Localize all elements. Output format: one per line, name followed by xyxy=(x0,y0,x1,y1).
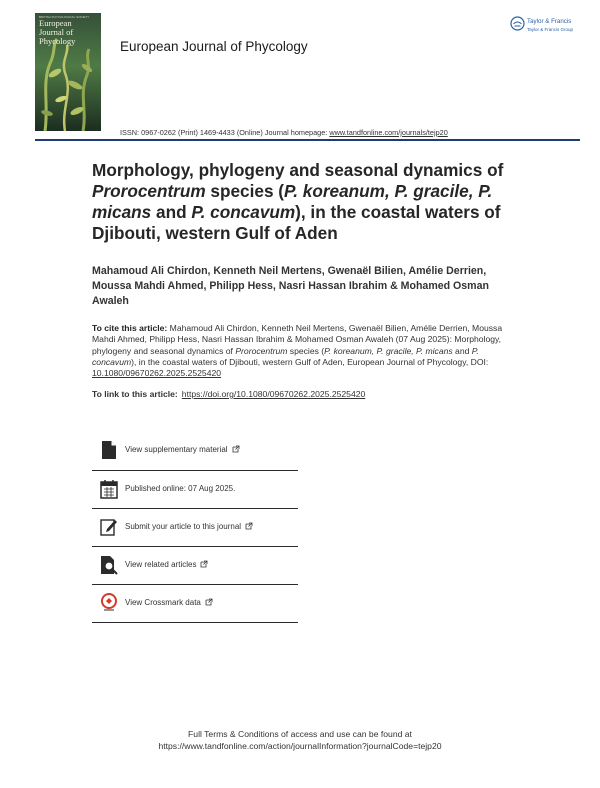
issn-text: ISSN: 0967-0262 (Print) 1469-4433 (Online) Journal homepage: xyxy=(120,128,330,137)
edit-icon xyxy=(100,517,118,537)
link-label: To link to this article: xyxy=(92,389,178,399)
external-link-icon xyxy=(232,445,240,453)
journal-cover-image xyxy=(35,13,101,131)
taylor-francis-logo-icon xyxy=(510,16,525,31)
citation-block: To cite this article: Mahamoud Ali Chirdon, Kenneth Neil Mertens, Gwenaël Bilien, Amélie Derrien, Moussa Mahdi Ahmed, Philipp Hess, Nasri Hassan Ibrahim & Mohamed Osman Awaleh (07 Aug 2025): Morphology, phylogeny and seasonal dynamics of Prorocentrum species (P. koreanum, P. gracile, P. micans and P. concavum), in the coastal waters of Djibouti, western Gulf of Aden, European Journal of Phycology, DOI: 10.1080/09670262.2025.2525420 xyxy=(92,323,503,379)
publisher-logo[interactable] xyxy=(510,16,584,40)
crossmark-icon xyxy=(100,593,118,613)
published-online-date xyxy=(92,471,298,509)
publisher-logo-text: Taylor & Francis xyxy=(527,18,572,25)
view-supplementary-material[interactable] xyxy=(92,432,298,471)
external-link-icon xyxy=(245,522,253,530)
action-label: View Crossmark data xyxy=(125,598,201,607)
publisher-logo-subtext: Taylor & Francis Group xyxy=(527,27,574,32)
search-document-icon xyxy=(100,555,118,575)
citation-label: To cite this article: xyxy=(92,323,168,333)
journal-homepage-link[interactable]: www.tandfonline.com/journals/tejp20 xyxy=(329,128,448,137)
action-label: Published online: 07 Aug 2025. xyxy=(125,484,236,493)
view-related-articles[interactable] xyxy=(92,547,298,585)
external-link-icon xyxy=(205,598,213,606)
issn-homepage-line xyxy=(120,128,448,137)
terms-url[interactable]: https://www.tandfonline.com/action/journalInformation?journalCode=tejp20 xyxy=(158,741,442,751)
view-crossmark-data[interactable] xyxy=(92,585,298,623)
terms-footer xyxy=(0,728,600,752)
article-authors: Mahamoud Ali Chirdon, Kenneth Neil Mertens, Gwenaël Bilien, Amélie Derrien, Moussa Mahdi Ahmed, Philipp Hess, Nasri Hassan Ibrahim & Mohamed Osman Awaleh xyxy=(92,265,489,307)
action-label: View related articles xyxy=(125,560,197,569)
calendar-icon xyxy=(100,479,118,499)
action-label: View supplementary material xyxy=(125,445,228,454)
submit-article-link[interactable] xyxy=(92,509,298,547)
document-icon xyxy=(100,440,118,460)
article-doi-url[interactable]: https://doi.org/10.1080/09670262.2025.2525420 xyxy=(181,389,366,399)
terms-text: Full Terms & Conditions of access and use can be found at xyxy=(188,729,412,739)
header-divider xyxy=(35,139,580,141)
action-label: Submit your article to this journal xyxy=(125,522,242,531)
cover-kicker: BRITISH PHYCOLOGICAL SOCIETY xyxy=(39,15,90,19)
article-title: Morphology, phylogeny and seasonal dynamics of Prorocentrum species (P. koreanum, P. gracile, P. micans and P. concavum), in the coastal waters of Djibouti, western Gulf of Aden xyxy=(92,160,504,243)
citation-doi-link[interactable]: 10.1080/09670262.2025.2525420 xyxy=(92,368,222,379)
external-link-icon xyxy=(200,560,208,568)
article-actions-list xyxy=(92,432,298,623)
cover-journal-title: European Journal of Phycology xyxy=(39,18,76,46)
article-link-line xyxy=(92,389,365,399)
journal-name[interactable]: European Journal of Phycology xyxy=(120,39,308,54)
